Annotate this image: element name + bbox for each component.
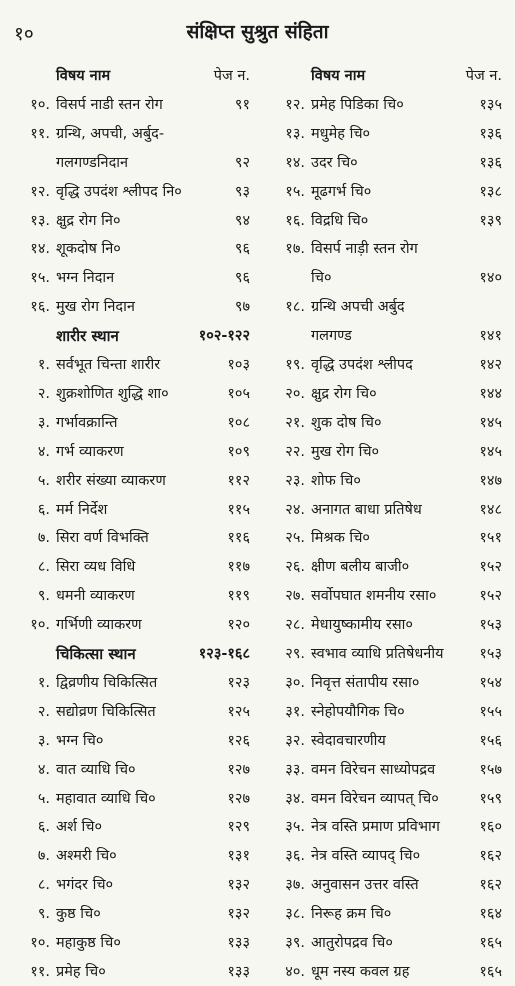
entry-page: १५६: [479, 732, 502, 749]
entry-title: शूकदोष नि०: [56, 241, 121, 258]
toc-entry: [265, 582, 510, 610]
entry-number: ११.: [30, 125, 50, 142]
section-title: चिकित्सा स्थान: [56, 645, 136, 663]
toc-entry: [10, 235, 258, 263]
entry-number: १६.: [30, 299, 50, 316]
toc-entry: [10, 207, 258, 235]
entry-number: ३३.: [285, 761, 305, 778]
entry-title: चि०: [311, 270, 332, 287]
entry-page: १६२: [479, 848, 502, 865]
column-header-subject: विषय नाम: [311, 68, 366, 84]
entry-page: १३३: [227, 963, 250, 980]
entry-title: सद्योव्रण चिकित्सित: [56, 703, 156, 720]
entry-page: १६०: [479, 819, 502, 836]
entry-title: निवृत्त संतापीय रसा०: [311, 674, 420, 691]
entry-title: आतुरोपद्रव चि०: [311, 935, 393, 951]
entry-number: ३९.: [285, 935, 305, 951]
page-title: संक्षिप्त सुश्रुत संहिता: [186, 21, 329, 43]
toc-entry: [10, 438, 258, 466]
entry-page: १३६: [479, 125, 502, 142]
entry-page: १२६: [227, 732, 250, 749]
entry-title: मेधायुष्कामीय रसा०: [311, 617, 413, 634]
entry-title: उदर चि०: [311, 154, 358, 171]
entry-number: २४.: [285, 501, 305, 518]
entry-number: ९.: [37, 588, 50, 605]
toc-entry: [10, 727, 258, 755]
entry-title: नेत्र वस्ति प्रमाण प्रविभाग: [311, 819, 440, 836]
entry-number: ३६.: [285, 848, 305, 865]
entry-title: वमन विरेचन साध्योपद्रव: [311, 761, 436, 778]
entry-title: क्षुद्र रोग नि०: [56, 212, 121, 229]
column-header-page: पेज न.: [465, 68, 502, 84]
toc-entry: [10, 293, 258, 321]
entry-page: १३३: [227, 935, 250, 951]
entry-number: १३.: [285, 125, 305, 142]
toc-entry: [10, 553, 258, 581]
entry-page: १४५: [479, 414, 502, 431]
toc-entry: [265, 756, 510, 784]
entry-page: ९६: [234, 241, 250, 258]
entry-number: १०.: [30, 617, 50, 634]
entry-title: विसर्प नाडी स्तन रोग: [56, 96, 163, 113]
entry-title: शुक दोष चि०: [311, 414, 382, 431]
column-header-page: पेज न.: [213, 68, 250, 84]
toc-entry: [10, 524, 258, 552]
entry-number: १०.: [30, 96, 50, 113]
entry-page: १०८: [227, 414, 250, 431]
entry-page: १३६: [479, 154, 502, 171]
toc-entry: [10, 178, 258, 206]
column-header: [10, 62, 258, 90]
entry-title: भग्न चि०: [56, 732, 104, 749]
toc-entry: [265, 640, 510, 668]
section-heading: [10, 640, 258, 668]
entry-number: १.: [37, 357, 50, 373]
toc-entry: [265, 438, 510, 466]
entry-number: ५.: [37, 790, 50, 807]
entry-page: १५७: [479, 761, 502, 778]
entry-number: ३१.: [285, 703, 305, 720]
toc-entry: [265, 785, 510, 813]
toc-entry: [10, 409, 258, 437]
entry-number: १५.: [30, 270, 50, 287]
entry-title: मूढगर्भ चि०: [311, 183, 372, 200]
column-header: [265, 62, 510, 90]
toc-entry: [265, 727, 510, 755]
toc-entry: [10, 611, 258, 639]
entry-number: २२.: [285, 443, 305, 460]
page-header: [0, 14, 515, 48]
entry-title: वृद्धि उपदंश श्लीपद नि०: [56, 183, 182, 200]
entry-page: १२५: [227, 703, 250, 720]
entry-number: ६.: [37, 501, 50, 518]
entry-number: १.: [37, 674, 50, 691]
entry-title: भगंदर चि०: [56, 877, 114, 894]
entry-number: १३.: [30, 212, 50, 229]
entry-number: १४.: [30, 241, 50, 258]
entry-number: २०.: [285, 385, 305, 402]
entry-title: ग्रन्थि अपची अर्बुद: [311, 299, 405, 316]
toc-entry: [265, 207, 510, 235]
entry-number: ११.: [30, 963, 50, 980]
entry-number: ३.: [37, 414, 50, 431]
entry-number: २६.: [285, 559, 305, 576]
entry-page: १४४: [479, 385, 502, 402]
entry-title: सर्वोपघात शमनीय रसा०: [311, 588, 437, 605]
entry-number: १५.: [285, 183, 305, 200]
entry-title: द्विव्रणीय चिकित्सित: [56, 674, 158, 691]
entry-page: १५३: [479, 646, 502, 662]
toc-entry: [265, 91, 510, 119]
entry-title: गलगण्ड: [311, 328, 352, 345]
toc-entry: [265, 149, 510, 177]
entry-title: ग्रन्थि, अपची, अर्बुद-: [56, 125, 165, 142]
entry-title: सिरा वर्ण विभक्ति: [56, 530, 149, 547]
entry-number: १२.: [30, 183, 50, 200]
entry-title: वमन विरेचन व्यापत् चि०: [311, 790, 439, 807]
toc-entry: [265, 351, 510, 379]
entry-page: १४२: [479, 357, 502, 373]
column-header-subject: विषय नाम: [56, 68, 111, 84]
entry-number: २.: [37, 703, 50, 720]
entry-page: १४५: [479, 443, 502, 460]
entry-title: भग्न निदान: [56, 270, 115, 287]
entry-page: १२७: [227, 790, 250, 807]
entry-number: २.: [37, 385, 50, 402]
entry-page: १६५: [479, 935, 502, 951]
entry-title: क्षुद्र रोग चि०: [311, 385, 377, 402]
entry-page: १०९: [227, 443, 250, 460]
entry-title: गर्भावक्रान्ति: [56, 414, 118, 431]
entry-page: १५३: [479, 617, 502, 634]
entry-title: मर्म निर्देश: [56, 501, 108, 518]
entry-page: १३९: [479, 212, 502, 229]
entry-page: ११५: [227, 501, 250, 518]
entry-number: १०.: [30, 935, 50, 951]
toc-entry: [265, 264, 510, 292]
toc-entry: [265, 611, 510, 639]
entry-page: १३२: [227, 877, 250, 894]
entry-page: ९१: [234, 96, 250, 113]
toc-entry: [265, 409, 510, 437]
toc-entry: [265, 871, 510, 899]
entry-title: मधुमेह चि०: [311, 125, 371, 142]
entry-title: विद्रधि चि०: [311, 212, 369, 229]
toc-entry: [10, 496, 258, 524]
toc-entry: [265, 553, 510, 581]
entry-number: ९.: [37, 906, 50, 923]
toc-entry: [10, 351, 258, 379]
entry-page: ११६: [227, 530, 250, 547]
entry-page: ११२: [227, 472, 250, 489]
entry-title: निरूह क्रम चि०: [311, 906, 392, 923]
entry-number: १४.: [285, 154, 305, 171]
entry-number: ७.: [37, 848, 50, 865]
entry-page: १५५: [479, 703, 502, 720]
entry-page: ९२: [234, 154, 250, 171]
toc-entry: [10, 149, 258, 177]
toc-entry: [10, 380, 258, 408]
toc-entry: [265, 380, 510, 408]
section-heading: [10, 322, 258, 350]
entry-title: स्नेहोपयौगिक चि०: [311, 703, 405, 720]
entry-number: ४०.: [285, 963, 305, 980]
toc-entry: [10, 842, 258, 870]
toc-entry: [265, 842, 510, 870]
toc-entry: [265, 322, 510, 350]
toc-entry: [265, 178, 510, 206]
entry-number: ७.: [37, 530, 50, 547]
entry-page: १२९: [227, 819, 250, 836]
entry-number: २८.: [285, 617, 305, 634]
entry-title: विसर्प नाड़ी स्तन रोग: [311, 241, 418, 258]
toc-entry: [10, 813, 258, 841]
entry-title: स्वेदावचारणीय: [311, 732, 386, 749]
entry-title: कुष्ठ चि०: [56, 906, 101, 923]
entry-page: १५९: [479, 790, 502, 807]
toc-entry: [265, 467, 510, 495]
toc-entry: [265, 669, 510, 697]
entry-number: ३४.: [285, 790, 305, 807]
entry-title: शरीर संख्या व्याकरण: [56, 472, 166, 489]
toc-entry: [265, 496, 510, 524]
section-page-range: १०२-१२२: [198, 328, 250, 345]
entry-number: २३.: [285, 472, 305, 489]
entry-page: १२७: [227, 761, 250, 778]
entry-number: १७.: [285, 241, 305, 258]
entry-page: १५२: [479, 588, 502, 605]
toc-entry: [265, 900, 510, 928]
entry-page: १५४: [479, 674, 502, 691]
entry-title: धमनी व्याकरण: [56, 588, 135, 605]
entry-title: गलगण्डनिदान: [56, 154, 129, 171]
toc-entry: [10, 264, 258, 292]
toc-entry: [10, 669, 258, 697]
section-page-range: १२३-१६८: [198, 646, 250, 662]
entry-title: अश्मरी चि०: [56, 848, 117, 865]
entry-page: १४७: [479, 472, 502, 489]
entry-title: अर्श चि०: [56, 819, 103, 836]
entry-page: १३८: [479, 183, 502, 200]
entry-page: १२३: [227, 674, 250, 691]
entry-title: मिश्रक चि०: [311, 530, 370, 547]
entry-page: १३५: [479, 96, 502, 113]
toc-entry: [265, 235, 510, 263]
entry-title: अनुवासन उत्तर वस्ति: [311, 877, 419, 894]
entry-number: १९.: [285, 357, 305, 373]
toc-entry: [10, 582, 258, 610]
entry-title: महाकुष्ठ चि०: [56, 935, 121, 951]
entry-number: ५.: [37, 472, 50, 489]
entry-title: स्वभाव व्याधि प्रतिषेधनीय: [311, 646, 444, 662]
entry-number: ६.: [37, 819, 50, 836]
toc-entry: [10, 120, 258, 148]
entry-page: १४०: [479, 270, 502, 287]
entry-page: १६५: [479, 963, 502, 980]
toc-entry: [265, 293, 510, 321]
toc-entry: [265, 813, 510, 841]
entry-number: २९.: [285, 646, 305, 662]
toc-entry: [265, 524, 510, 552]
entry-number: ३८.: [285, 906, 305, 923]
toc-entry: [10, 900, 258, 928]
toc-column-right: [265, 62, 510, 980]
toc-entry: [10, 871, 258, 899]
entry-page: १३१: [227, 848, 250, 865]
entry-title: नेत्र वस्ति व्यापद् चि०: [311, 848, 421, 865]
entry-page: १५१: [479, 530, 502, 547]
entry-page: १०३: [227, 357, 250, 373]
entry-page: ११७: [227, 559, 250, 576]
toc-entry: [265, 698, 510, 726]
toc-entry: [10, 91, 258, 119]
entry-page: १३२: [227, 906, 250, 923]
entry-page: ९३: [234, 183, 250, 200]
entry-title: शोफ चि०: [311, 472, 361, 489]
toc-entry: [10, 958, 258, 986]
toc-entry: [10, 756, 258, 784]
entry-page: १४१: [479, 328, 502, 345]
toc-entry: [10, 698, 258, 726]
entry-number: ३२.: [285, 732, 305, 749]
entry-title: धूम नस्य कवल ग्रह: [311, 963, 410, 980]
entry-title: प्रमेह पिडिका चि०: [311, 96, 404, 113]
entry-title: गर्भ व्याकरण: [56, 443, 124, 460]
entry-page: १६२: [479, 877, 502, 894]
entry-number: १८.: [285, 299, 305, 316]
entry-page: १५२: [479, 559, 502, 576]
entry-page: ९४: [234, 212, 250, 229]
page-number: १०: [14, 23, 34, 45]
entry-title: क्षीण बलीय बाजी०: [311, 559, 410, 576]
entry-number: २१.: [285, 414, 305, 431]
entry-number: ४.: [37, 443, 50, 460]
entry-page: १०५: [227, 385, 250, 402]
entry-number: २७.: [285, 588, 305, 605]
toc-entry: [10, 467, 258, 495]
section-title: शारीर स्थान: [56, 327, 119, 346]
entry-page: ९६: [234, 270, 250, 287]
toc-column-left: [10, 62, 258, 980]
entry-page: १६४: [479, 906, 502, 923]
entry-title: मुख रोग चि०: [311, 443, 380, 460]
entry-title: शुक्रशोणित शुद्धि शा०: [56, 385, 169, 402]
entry-number: ३.: [37, 732, 50, 749]
toc-entry: [265, 958, 510, 986]
entry-title: प्रमेह चि०: [56, 963, 106, 980]
toc-entry: [265, 120, 510, 148]
entry-title: वात व्याधि चि०: [56, 761, 136, 778]
entry-title: सिरा व्यध विधि: [56, 559, 136, 576]
entry-title: गर्भिणी व्याकरण: [56, 617, 142, 634]
entry-number: ३०.: [285, 674, 305, 691]
entry-number: ३७.: [285, 877, 305, 894]
entry-number: १२.: [285, 96, 305, 113]
entry-number: ३५.: [285, 819, 305, 836]
entry-page: १४८: [479, 501, 502, 518]
entry-number: १६.: [285, 212, 305, 229]
entry-page: ११९: [227, 588, 250, 605]
entry-title: मुख रोग निदान: [56, 299, 135, 316]
entry-number: ८.: [37, 877, 50, 894]
entry-number: २५.: [285, 530, 305, 547]
entry-page: १२०: [227, 617, 250, 634]
entry-title: अनागत बाधा प्रतिषेध: [311, 501, 422, 518]
entry-title: सर्वभूत चिन्ता शारीर: [56, 357, 161, 373]
entry-number: ४.: [37, 761, 50, 778]
entry-number: ८.: [37, 559, 50, 576]
entry-page: ९७: [234, 299, 250, 316]
toc-entry: [10, 785, 258, 813]
entry-title: वृद्धि उपदंश श्लीपद: [311, 357, 413, 373]
entry-title: महावात व्याधि चि०: [56, 790, 156, 807]
